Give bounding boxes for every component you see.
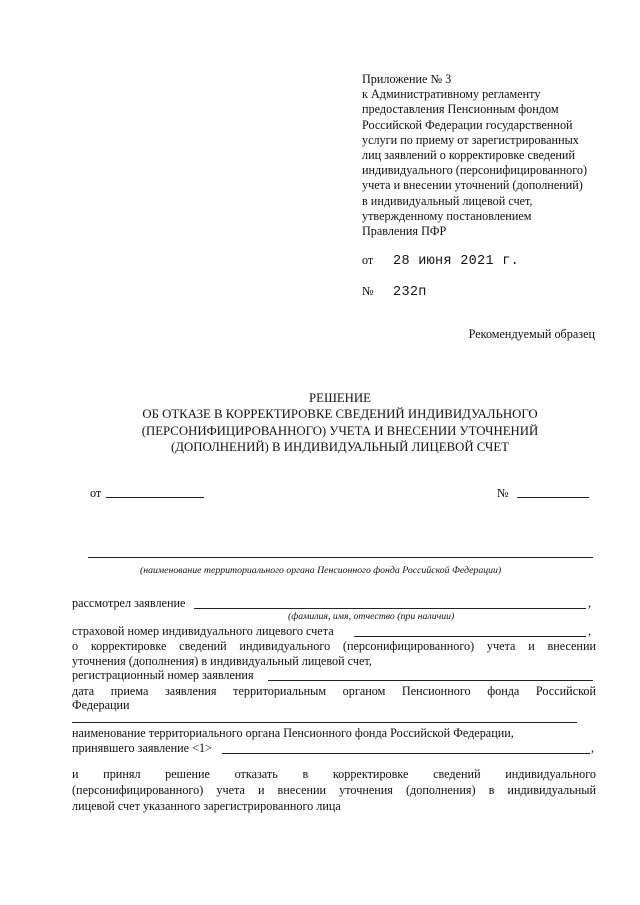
annex-line: индивидуального (персонифицированного): [362, 163, 588, 178]
reviewed-label: рассмотрел заявление: [72, 596, 186, 610]
body-name-line: наименование территориального органа Пенсионного фонда Российской Федерации,: [72, 726, 514, 740]
comma: ,: [588, 596, 592, 610]
comma: ,: [591, 741, 595, 755]
annex-date-label: от: [362, 253, 374, 267]
annex-date: [362, 253, 519, 269]
accepted-label: принявшего заявление <1>: [72, 741, 212, 755]
annex-block: [362, 72, 632, 239]
date-line: дата приема заявления территориальным органом Пенсионного фонда Российской: [72, 684, 596, 698]
insurance-number-label: страховой номер индивидуального лицевого счета: [72, 624, 334, 638]
annex-line: Приложение № 3: [362, 72, 452, 86]
decision-date-field[interactable]: [106, 497, 204, 498]
decision-number-field[interactable]: [517, 497, 589, 498]
decision-line: лицевой счет указанного зарегистрированного лица: [72, 799, 341, 813]
accepting-body-field[interactable]: [222, 753, 590, 754]
annex-line: Российской Федерации государственной: [362, 117, 573, 132]
insurance-number-field[interactable]: [354, 636, 586, 637]
annex-number: [362, 284, 427, 300]
title-line: (ПЕРСОНИФИЦИРОВАННОГО) УЧЕТА И ВНЕСЕНИИ УТОЧНЕНИЙ: [141, 423, 539, 438]
date-line: Федерации: [72, 698, 130, 712]
annex-line: утвержденному постановлением: [362, 208, 532, 223]
annex-line: к Административному регламенту: [362, 87, 541, 102]
reg-number-label: регистрационный номер заявления: [72, 668, 254, 682]
recommended-sample-label: Рекомендуемый образец: [468, 327, 595, 341]
annex-line: услуги по приему от зарегистрированных: [362, 132, 579, 147]
acceptance-date-field[interactable]: [72, 722, 577, 723]
annex-line: учета и внесении уточнений (дополнений): [362, 178, 583, 193]
number-label: №: [497, 486, 509, 500]
territorial-body-field[interactable]: [88, 557, 593, 558]
document-title: [0, 390, 640, 456]
decision-line: и принял решение отказать в корректировке сведений индивидуального: [72, 767, 596, 781]
territorial-body-caption: (наименование территориального органа Пенсионного фонда Российской Федерации): [140, 565, 502, 576]
about-line: уточнения (дополнения) в индивидуальный лицевой счет,: [72, 654, 372, 668]
comma: ,: [588, 624, 592, 638]
annex-line: в индивидуальный лицевой счет,: [362, 193, 533, 208]
about-line: о корректировке сведений индивидуального (персонифицированного) учета и внесении: [72, 639, 596, 653]
applicant-name-field[interactable]: [194, 608, 586, 609]
annex-line: Правления ПФР: [362, 224, 447, 239]
annex-date-value: 28 июня 2021 г.: [393, 254, 520, 269]
annex-line: лиц заявлений о корректировке сведений: [362, 148, 575, 163]
title-line: ОБ ОТКАЗЕ В КОРРЕКТИРОВКЕ СВЕДЕНИЙ ИНДИВИДУАЛЬНОГО: [142, 407, 538, 422]
annex-number-value: 232п: [393, 285, 427, 300]
annex-line: предоставления Пенсионным фондом: [362, 102, 559, 117]
title-line: РЕШЕНИЕ: [309, 391, 371, 405]
reg-number-field[interactable]: [268, 680, 593, 681]
applicant-name-caption: (фамилия, имя, отчество (при наличии): [288, 611, 455, 622]
annex-number-label: №: [362, 284, 374, 298]
from-label: от: [90, 486, 102, 500]
title-line: (ДОПОЛНЕНИЙ) В ИНДИВИДУАЛЬНЫЙ ЛИЦЕВОЙ СЧЕТ: [171, 440, 509, 455]
decision-line: (персонифицированного) учета и внесении уточнения (дополнения) в индивидуальный: [72, 783, 596, 797]
